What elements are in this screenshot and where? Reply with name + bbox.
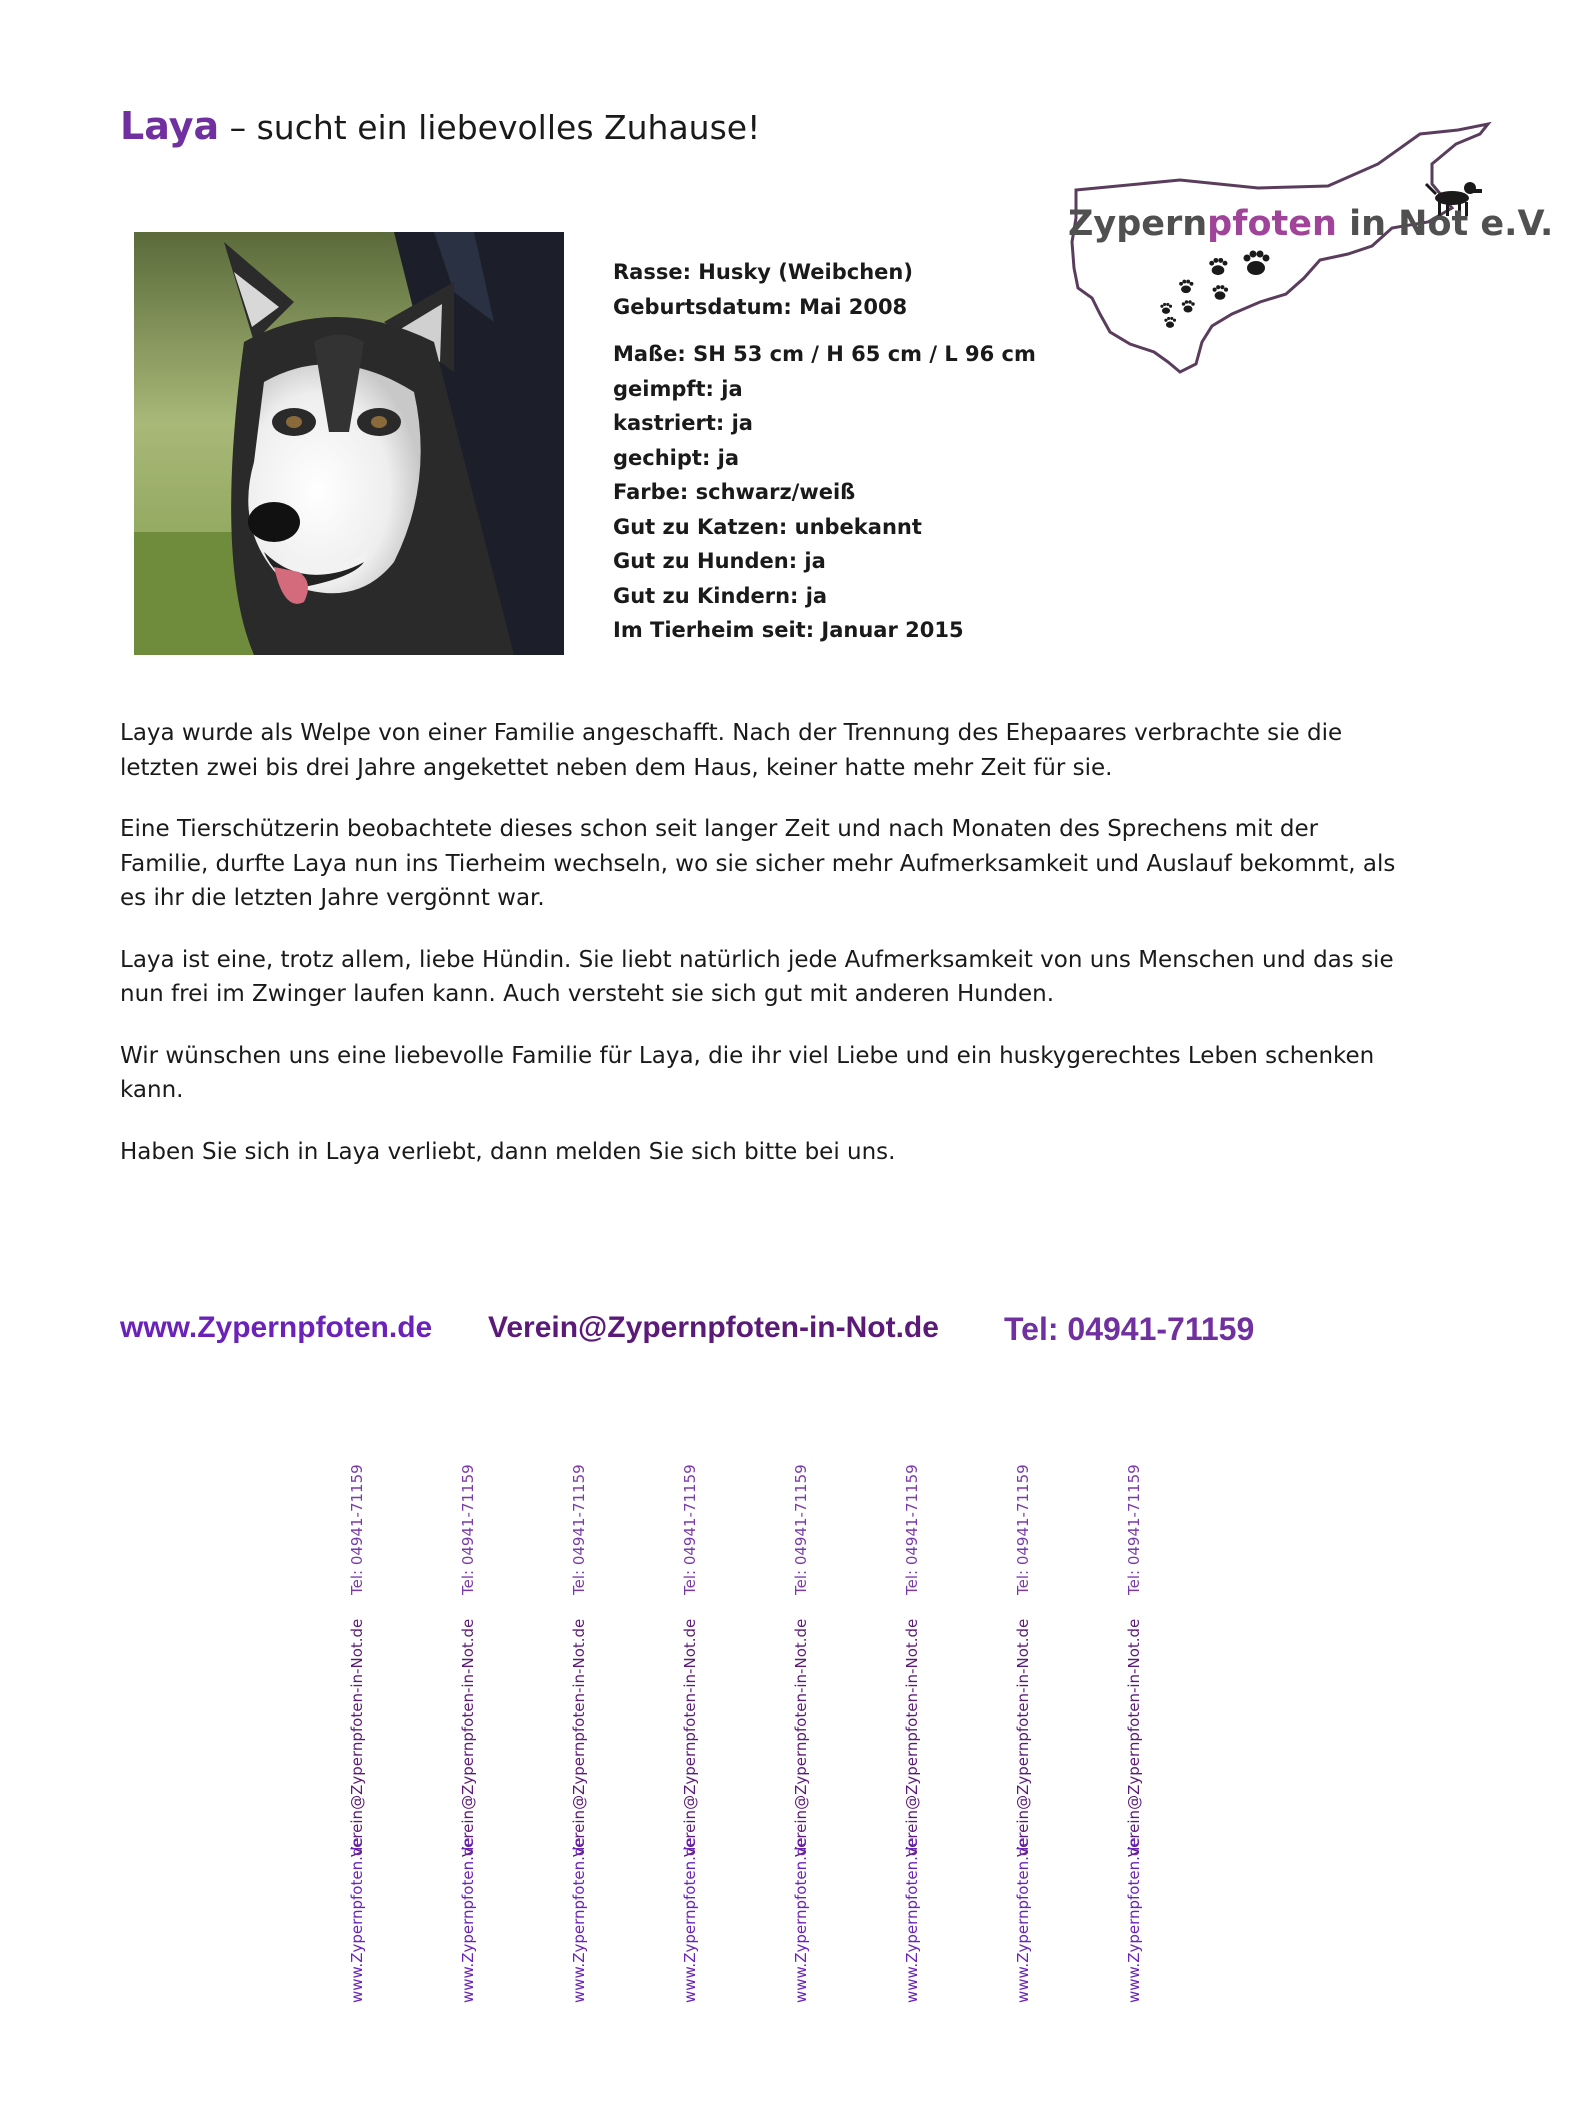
fact-measurements: Maße: SH 53 cm / H 65 cm / L 96 cm [613,342,1036,366]
email-link[interactable]: Verein@Zypernpfoten-in-Not.de [488,1311,939,1344]
fact-birthdate: Geburtsdatum: Mai 2008 [613,294,908,319]
description [120,716,1410,1196]
tear-off-website: www.Zypernpfoten.de [903,1837,921,2003]
tear-off-strip [898,1464,930,2005]
fact-dogs: Gut zu Hunden: ja [613,549,826,573]
tear-off-phone: Tel: 04941-71159 [348,1464,366,1595]
tear-off-strip [1120,1464,1152,2005]
tear-off-email: Verein@Zypernpfoten-in-Not.de [348,1618,366,1857]
tear-off-email: Verein@Zypernpfoten-in-Not.de [903,1618,921,1857]
cyprus-map-outline [1060,118,1520,378]
tear-off-strip [565,1464,597,2005]
fact-children: Gut zu Kindern: ja [613,583,828,608]
tear-off-website: www.Zypernpfoten.de [1014,1837,1032,2003]
paragraph: Laya wurde als Welpe von einer Familie angeschafft. Nach der Trennung des Ehepaares verbrachte sie die letzten zwei bis drei Jahre angekettet neben dem Haus, keiner hatte mehr Zeit für sie. [120,720,1343,781]
paragraph: Laya ist eine, trotz allem, liebe Hündin. Sie liebt natürlich jede Aufmerksamkeit von uns Menschen und das sie nun frei im Zwinger laufen kann. Auch versteht sie sich gut mit anderen Hunden. [120,946,1394,1007]
paragraph: Wir wünschen uns eine liebevolle Familie für Laya, die ihr viel Liebe und ein huskygerechtes Leben schenken kann. [120,1042,1375,1103]
tear-off-website: www.Zypernpfoten.de [792,1837,810,2003]
tear-off-phone: Tel: 04941-71159 [1125,1464,1143,1595]
tear-off-website: www.Zypernpfoten.de [459,1837,477,2003]
tear-off-strip [787,1464,819,2005]
fact-cats: Gut zu Katzen: unbekannt [613,514,922,539]
tear-off-phone: Tel: 04941-71159 [570,1464,588,1595]
fact-shelter-since: Im Tierheim seit: Januar 2015 [613,618,964,642]
tear-off-strip [676,1464,708,2005]
tear-off-email: Verein@Zypernpfoten-in-Not.de [681,1618,699,1857]
title-tagline: – sucht ein liebevolles Zuhause! [229,108,761,147]
organization-logo [1060,118,1554,378]
paw-print-icon [1160,251,1269,328]
tear-off-website: www.Zypernpfoten.de [1125,1837,1143,2003]
fact-neutered: kastriert: ja [613,411,753,435]
tear-off-website: www.Zypernpfoten.de [348,1837,366,2003]
tear-off-strip [343,1464,375,2005]
tear-off-strip [1009,1464,1041,2005]
fact-vaccinated: geimpft: ja [613,376,743,401]
paragraph: Eine Tierschützerin beobachtete dieses schon seit langer Zeit und nach Monaten des Sprechens mit der Familie, durfte Laya nun ins Tierheim wechseln, wo sie sicher mehr Aufmerksamkeit und Auslauf bekommt, als es ihr die letzten Jahre vergönnt war. [120,816,1396,911]
dog-photo [134,232,564,655]
page-title [120,104,760,148]
tear-off-email: Verein@Zypernpfoten-in-Not.de [570,1618,588,1857]
tear-off-email: Verein@Zypernpfoten-in-Not.de [792,1618,810,1857]
tear-off-phone: Tel: 04941-71159 [681,1464,699,1595]
paragraph: Haben Sie sich in Laya verliebt, dann melden Sie sich bitte bei uns. [120,1138,896,1165]
dog-facts [613,255,1036,648]
tear-off-email: Verein@Zypernpfoten-in-Not.de [459,1618,477,1857]
fact-breed: Rasse: Husky (Weibchen) [613,260,913,284]
website-link[interactable]: www.Zypernpfoten.de [120,1311,433,1344]
tear-off-phone: Tel: 04941-71159 [792,1464,810,1595]
tear-off-phone: Tel: 04941-71159 [459,1464,477,1595]
fact-color: Farbe: schwarz/weiß [613,480,856,504]
tear-off-phone: Tel: 04941-71159 [1014,1464,1032,1595]
tear-off-strip [454,1464,486,2005]
fact-chipped: gechipt: ja [613,445,740,470]
tear-off-email: Verein@Zypernpfoten-in-Not.de [1014,1618,1032,1857]
tear-off-website: www.Zypernpfoten.de [570,1837,588,2003]
phone-number: Tel: 04941-71159 [1004,1311,1255,1347]
dog-name: Laya [120,104,220,148]
logo-wordmark: Zypernpfoten in Not e.V. [1068,204,1554,244]
tear-off-website: www.Zypernpfoten.de [681,1837,699,2003]
tear-off-email: Verein@Zypernpfoten-in-Not.de [1125,1618,1143,1857]
tear-off-phone: Tel: 04941-71159 [903,1464,921,1595]
